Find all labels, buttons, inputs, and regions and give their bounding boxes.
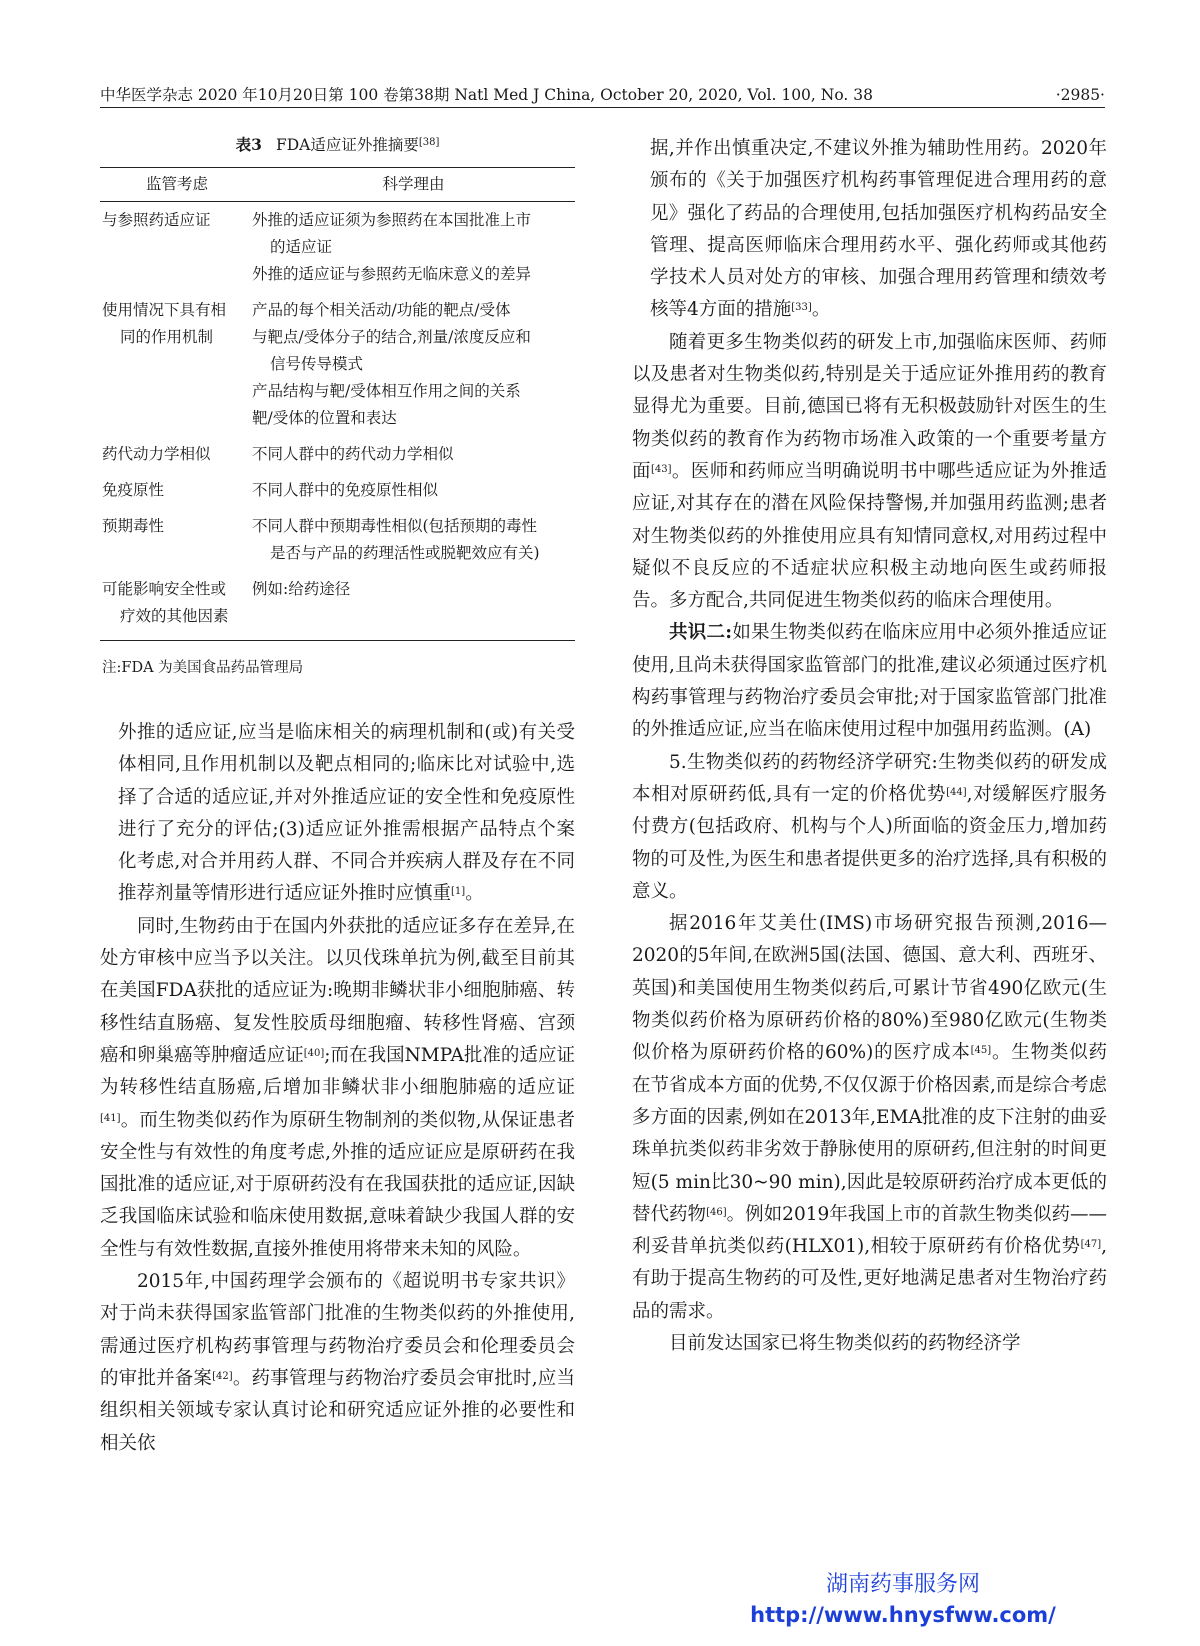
citation: [47] xyxy=(1080,1239,1102,1251)
row-value: 信号传导模式 xyxy=(270,355,364,373)
paragraph: 外推的适应证,应当是临床相关的病理机制和(或)有关受体相同,且作用机制以及靶点相同的;临床比对试验中,选择了合适的适应证,并对外推适应证的安全性和免疫原性进行了充分的评估;(3)适应证外推需根据产品特点个案化考虑,对合并用药人群、不同合并疾病人群及存在不同推荐剂量等情形进行适应证外推时应慎重[1]。 xyxy=(118,722,575,905)
table-row xyxy=(100,288,575,432)
consensus-two: 共识二:如果生物类似药在临床应用中必须外推适应证使用,且尚未获得国家监管部门的批准,建议必须通过医疗机构药事管理与药物治疗委员会审批;对于国家监管部门批准的外推适应证,应当在临床使用过程中加强用药监测。(A) xyxy=(632,622,1107,741)
row-value: 不同人群中的药代动力学相似 xyxy=(252,445,454,463)
row-value: 不同人群中的免疫原性相似 xyxy=(252,481,439,499)
paragraph: 目前发达国家已将生物类似药的药物经济学 xyxy=(669,1332,1021,1354)
paragraph: 同时,生物药由于在国内外获批的适应证多存在差异,在处方审核中应当予以关注。以贝伐珠单抗为例,截至目前其在美国FDA获批的适应证为:晚期非鳞状非小细胞肺癌、转移性结直肠癌、复发性胶质母细胞瘤、转移性肾癌、宫颈癌和卵巢癌等肿瘤适应证[40];而在我国NMPA批准的适应证为转移性结直肠癌,后增加非鳞状非小细胞肺癌的适应证[41]。而生物类似药作为原研生物制剂的类似物,从保证患者安全性与有效性的角度考虑,外推的适应证应是原研药在我国批准的适应证,对于原研药没有在我国获批的适应证,因缺乏我国临床试验和临床使用数据,意味着缺少我国人群的安全性与有效性数据,直接外推使用将带来未知的风险。 xyxy=(100,915,575,1260)
row-value: 的适应证 xyxy=(270,238,333,256)
table-row xyxy=(100,504,575,567)
table-caption xyxy=(100,133,575,157)
row-value: 外推的适应证须为参照药在本国批准上市 xyxy=(252,211,532,229)
watermark-url: http://www.hnysfww.com/ xyxy=(750,1603,1056,1627)
row-label: 同的作用机制 xyxy=(120,328,214,346)
citation: [46] xyxy=(706,1206,727,1218)
row-value: 例如:给药途径 xyxy=(252,580,351,598)
page-number: ·2985· xyxy=(1055,86,1105,104)
row-label: 使用情况下具有相 xyxy=(102,301,227,319)
right-body-text xyxy=(632,133,1107,1360)
citation: [41] xyxy=(100,1112,121,1124)
row-label: 可能影响安全性或 xyxy=(102,580,227,598)
paragraph: 随着更多生物类似药的研发上市,加强临床医师、药师以及患者对生物类似药,特别是关于适应证外推用药的教育显得尤为重要。目前,德国已将有无积极鼓励针对医生的生物类似药的教育作为药物市场准入政策的一个重要考量方面[43]。医师和药师应当明确说明书中哪些适应证为外推适应证,对其存在的潜在风险保持警惕,并加强用药监测;患者对生物类似药的外推使用应具有知情同意权,对用药过程中疑似不良反应的不适症状应积极主动地向医生或药师报告。多方配合,共同促进生物类似药的临床合理使用。 xyxy=(632,331,1107,612)
citation: [43] xyxy=(650,463,672,475)
row-label: 免疫原性 xyxy=(102,481,165,499)
consensus-label: 共识二: xyxy=(669,622,733,644)
row-value: 靶/受体的位置和表达 xyxy=(252,409,397,427)
watermark-name: 湖南药事服务网 xyxy=(825,1572,980,1597)
table-row xyxy=(100,202,575,289)
citation: [40] xyxy=(303,1047,325,1059)
row-value: 是否与产品的药理活性或脱靶效应有关) xyxy=(270,544,540,562)
row-label: 药代动力学相似 xyxy=(102,445,211,463)
table-title: FDA适应证外推摘要 xyxy=(275,136,419,154)
row-label: 预期毒性 xyxy=(102,517,165,535)
paragraph: 5.生物类似药的药物经济学研究:生物类似药的研发成本相对原研药低,具有一定的价格优势[44],对缓解医疗服务付费方(包括政府、机构与个人)所面临的资金压力,增加药物的可及性,为医生和患者提供更多的治疗选择,具有积极的意义。 xyxy=(632,751,1107,902)
row-value: 产品的每个相关活动/功能的靶点/受体 xyxy=(252,301,511,319)
site-watermark xyxy=(738,1570,1068,1630)
citation: [33] xyxy=(791,302,812,314)
row-value: 与靶点/受体分子的结合,剂量/浓度反应和 xyxy=(252,328,531,346)
citation: [44] xyxy=(946,786,967,798)
row-value: 外推的适应证与参照药无临床意义的差异 xyxy=(252,265,532,283)
table-row xyxy=(100,567,575,641)
right-column xyxy=(632,133,1107,1360)
paragraph: 2015年,中国药理学会颁布的《超说明书专家共识》对于尚未获得国家监管部门批准的生物类似药的外推使用,需通过医疗机构药事管理与药物治疗委员会和伦理委员会的审批并备案[42]。药事管理与药物治疗委员会审批时,应当组织相关领域专家认真讨论和研究适应证外推的必要性和相关依 xyxy=(100,1271,575,1454)
row-value: 不同人群中预期毒性相似(包括预期的毒性 xyxy=(252,517,538,535)
row-label: 与参照药适应证 xyxy=(102,211,211,229)
left-column xyxy=(100,133,575,1460)
citation: [45] xyxy=(970,1045,992,1057)
table-row xyxy=(100,468,575,504)
table-note: 注:FDA 为美国食品药品管理局 xyxy=(102,660,304,676)
column-header-regulatory: 监管考虑 xyxy=(100,168,252,202)
running-header xyxy=(100,84,1105,106)
journal-citation: 中华医学杂志 2020 年10月20日第 100 卷第38期 Natl Med J China, October 20, 2020, Vol. 100, No. 38 xyxy=(100,86,873,104)
table-reference: [38] xyxy=(418,137,440,148)
citation: [42] xyxy=(212,1370,233,1382)
paragraph: 据2016年艾美仕(IMS)市场研究报告预测,2016—2020的5年间,在欧洲5国(法国、德国、意大利、西班牙、英国)和美国使用生物类似药后,可累计节省490亿欧元(生物类似药价格为原研药价格的80%)至980亿欧元(生物类似价格为原研药价格的60%)的医疗成本[45]。生物类似药在节省成本方面的优势,不仅仅源于价格因素,而是综合考虑多方面的因素,例如在2013年,EMA批准的皮下注射的曲妥珠单抗类似药非劣效于静脉使用的原研药,但注射的时间更短(5 min比30~90 min),因此是较原研药治疗成本更低的替代药物[46]。例如2019年我国上市的首款生物类似药——利妥昔单抗类似药(HLX01),相较于原研药有价格优势[47],有助于提高生物药的可及性,更好地满足患者对生物治疗药品的需求。 xyxy=(632,913,1107,1322)
row-value: 产品结构与靶/受体相互作用之间的关系 xyxy=(252,382,521,400)
paragraph: 据,并作出慎重决定,不建议外推为辅助性用药。2020年颁布的《关于加强医疗机构药事管理促进合理用药的意见》强化了药品的合理使用,包括加强医疗机构药品安全管理、提高医师临床合理用药水平、强化药师或其他药学技术人员对处方的审核、加强合理用药管理和绩效考核等4方面的措施[33]。 xyxy=(650,138,1107,321)
citation: [1] xyxy=(451,886,466,898)
table-row xyxy=(100,432,575,468)
fda-extrapolation-table xyxy=(100,167,575,641)
table-number: 表3 xyxy=(235,135,262,154)
row-label: 疗效的其他因素 xyxy=(120,607,229,625)
left-body-text xyxy=(100,717,575,1460)
header-rule xyxy=(100,107,1105,108)
column-header-scientific: 科学理由 xyxy=(252,168,575,202)
